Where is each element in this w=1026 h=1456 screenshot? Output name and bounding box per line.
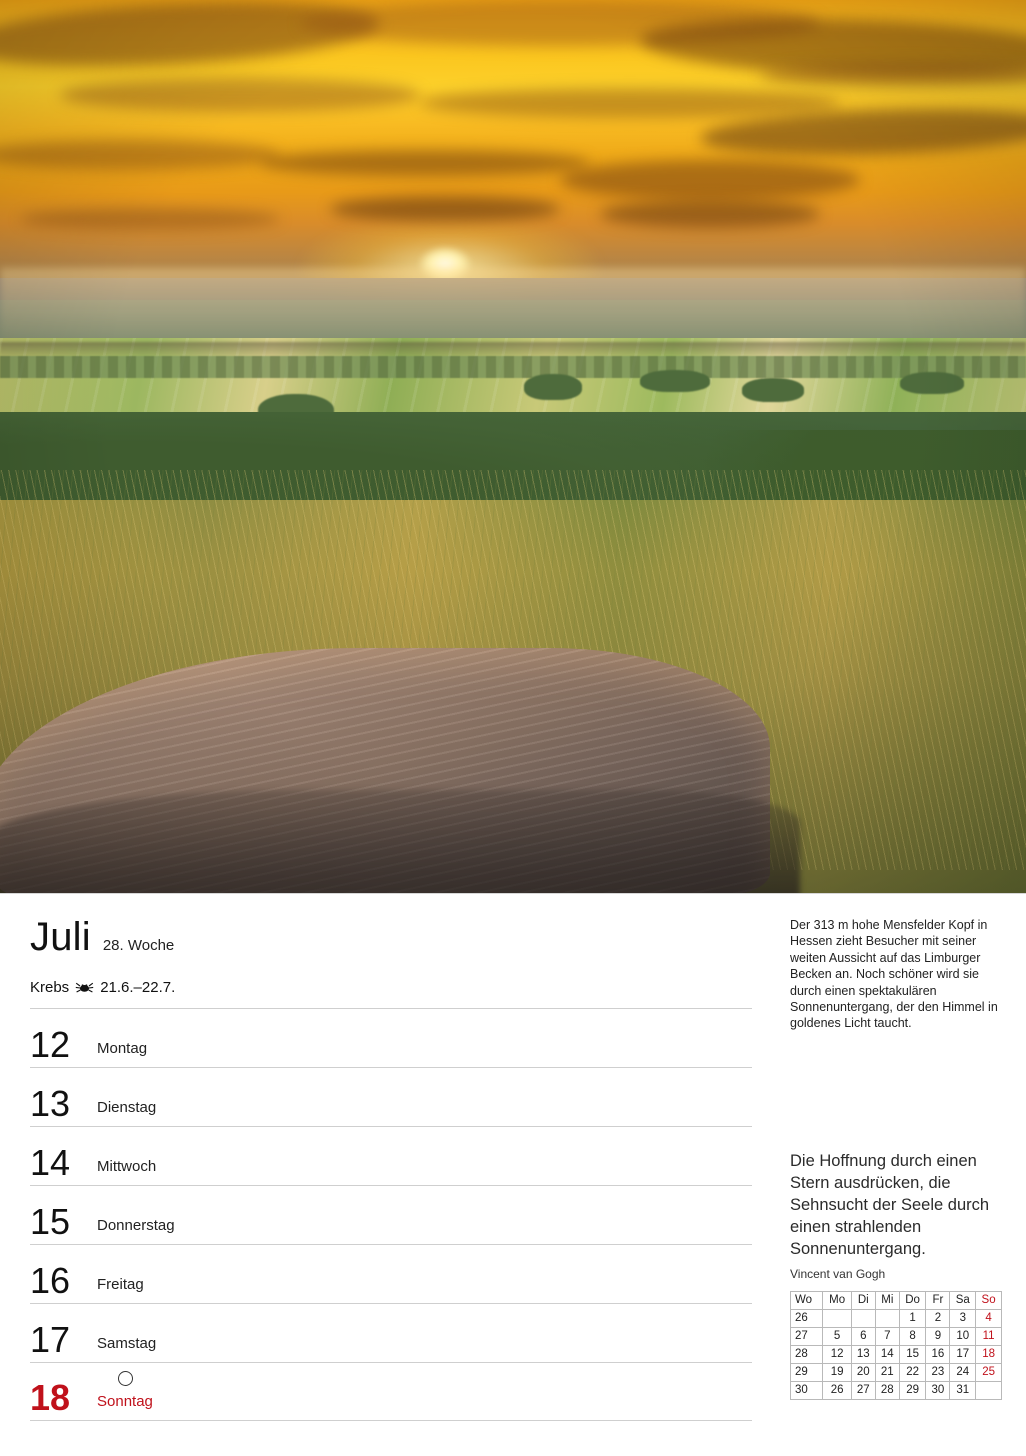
calendar-panel [0, 893, 1026, 1456]
zodiac-date-range: 21.6.–22.7. [100, 979, 176, 996]
mini-calendar-week-number: 28 [791, 1346, 823, 1364]
mini-calendar-header-fr: Fr [926, 1292, 950, 1310]
mini-calendar-table [790, 1291, 1002, 1400]
day-number: 18 [30, 1377, 71, 1418]
mini-calendar-header-di: Di [851, 1292, 875, 1310]
mini-calendar-day[interactable]: 6 [851, 1328, 875, 1346]
mini-calendar-header-row [791, 1292, 1002, 1310]
mini-calendar-day[interactable]: 26 [823, 1382, 851, 1400]
zodiac-row [30, 979, 752, 996]
mini-calendar-header-mo: Mo [823, 1292, 851, 1310]
day-name: Samstag [97, 1335, 157, 1352]
day-row[interactable] [30, 1244, 752, 1303]
mini-calendar-day[interactable]: 29 [899, 1382, 926, 1400]
mini-calendar-row [791, 1382, 1002, 1400]
mini-calendar-day[interactable]: 21 [875, 1364, 899, 1382]
mini-calendar-header-mi: Mi [875, 1292, 899, 1310]
mini-calendar-row [791, 1328, 1002, 1346]
mini-calendar-day[interactable]: 7 [875, 1328, 899, 1346]
mini-calendar-day [851, 1310, 875, 1328]
day-row[interactable] [30, 1185, 752, 1244]
week-column [30, 917, 752, 1421]
day-number: 17 [30, 1319, 71, 1360]
mini-calendar-day[interactable]: 28 [875, 1382, 899, 1400]
mini-calendar-day[interactable]: 17 [950, 1346, 976, 1364]
mini-calendar-day[interactable]: 27 [851, 1382, 875, 1400]
mini-calendar-day[interactable]: 31 [950, 1382, 976, 1400]
mini-calendar-header-so: So [976, 1292, 1002, 1310]
mini-calendar-row [791, 1364, 1002, 1382]
day-rows [30, 1008, 752, 1421]
mini-month-calendar [790, 1291, 1002, 1400]
day-row[interactable] [30, 1303, 752, 1362]
side-column [790, 917, 1002, 1281]
day-name: Mittwoch [97, 1158, 157, 1175]
day-name: Sonntag [97, 1393, 153, 1410]
mini-calendar-day[interactable]: 20 [851, 1364, 875, 1382]
day-number: 13 [30, 1083, 71, 1124]
mini-calendar-day[interactable]: 14 [875, 1346, 899, 1364]
mini-calendar-day [875, 1310, 899, 1328]
mini-calendar-header-sa: Sa [950, 1292, 976, 1310]
mini-calendar-day[interactable]: 5 [823, 1328, 851, 1346]
mini-calendar-week-number: 26 [791, 1310, 823, 1328]
mini-calendar-body [791, 1310, 1002, 1400]
mini-calendar-week-number: 27 [791, 1328, 823, 1346]
quote-text: Die Hoffnung durch einen Stern ausdrücken, die Sehnsucht der Seele durch einen strahlenden Sonnenuntergang. [790, 1151, 990, 1258]
panel-divider [0, 893, 1026, 894]
day-name: Montag [97, 1040, 148, 1057]
mini-calendar-day[interactable]: 19 [823, 1364, 851, 1382]
day-row[interactable] [30, 1067, 752, 1126]
week-number-label: 28. Woche [102, 937, 175, 954]
day-number: 16 [30, 1260, 71, 1301]
mini-calendar-row [791, 1310, 1002, 1328]
cancer-crab-icon [75, 981, 94, 994]
mini-calendar-day[interactable]: 30 [926, 1382, 950, 1400]
mini-calendar-day[interactable]: 25 [976, 1364, 1002, 1382]
mini-calendar-day[interactable]: 13 [851, 1346, 875, 1364]
mini-calendar-day[interactable]: 10 [950, 1328, 976, 1346]
day-name: Freitag [97, 1276, 144, 1293]
mini-calendar-day[interactable]: 4 [976, 1310, 1002, 1328]
day-row[interactable] [30, 1362, 752, 1421]
mini-calendar-day[interactable]: 3 [950, 1310, 976, 1328]
mini-calendar-day[interactable]: 2 [926, 1310, 950, 1328]
mini-calendar-week-number: 30 [791, 1382, 823, 1400]
day-row[interactable] [30, 1008, 752, 1067]
mini-calendar-header-wo: Wo [791, 1292, 823, 1310]
new-moon-icon [118, 1371, 133, 1386]
mini-calendar-day[interactable]: 18 [976, 1346, 1002, 1364]
mini-calendar-day[interactable]: 16 [926, 1346, 950, 1364]
mini-calendar-day[interactable]: 1 [899, 1310, 926, 1328]
day-number: 15 [30, 1201, 71, 1242]
day-name: Donnerstag [97, 1217, 175, 1234]
mini-calendar-day[interactable]: 22 [899, 1364, 926, 1382]
mini-calendar-day[interactable]: 24 [950, 1364, 976, 1382]
quote-author: Vincent van Gogh [790, 1266, 886, 1281]
mini-calendar-day[interactable]: 8 [899, 1328, 926, 1346]
mini-calendar-day[interactable]: 15 [899, 1346, 926, 1364]
mini-calendar-day[interactable]: 9 [926, 1328, 950, 1346]
day-number: 12 [30, 1024, 71, 1065]
mini-calendar-day[interactable]: 23 [926, 1364, 950, 1382]
zodiac-name: Krebs [30, 979, 70, 996]
mini-calendar-row [791, 1346, 1002, 1364]
mini-calendar-header-do: Do [899, 1292, 926, 1310]
month-title: Juli [30, 915, 91, 959]
month-header [30, 917, 752, 957]
day-number: 14 [30, 1142, 71, 1183]
mini-calendar-day [823, 1310, 851, 1328]
day-row[interactable] [30, 1126, 752, 1185]
photo-caption: Der 313 m hohe Mensfelder Kopf in Hessen zieht Besucher mit seiner weiten Aussicht auf das Limburger Becken an. Noch schöner wird sie durch einen spektakulären Sonnenuntergang, der den Himmel in goldenes Licht taucht. [790, 918, 998, 1031]
mini-calendar-day[interactable]: 11 [976, 1328, 1002, 1346]
mini-calendar-week-number: 29 [791, 1364, 823, 1382]
mini-calendar-day [976, 1382, 1002, 1400]
day-name: Dienstag [97, 1099, 157, 1116]
mini-calendar-day[interactable]: 12 [823, 1346, 851, 1364]
